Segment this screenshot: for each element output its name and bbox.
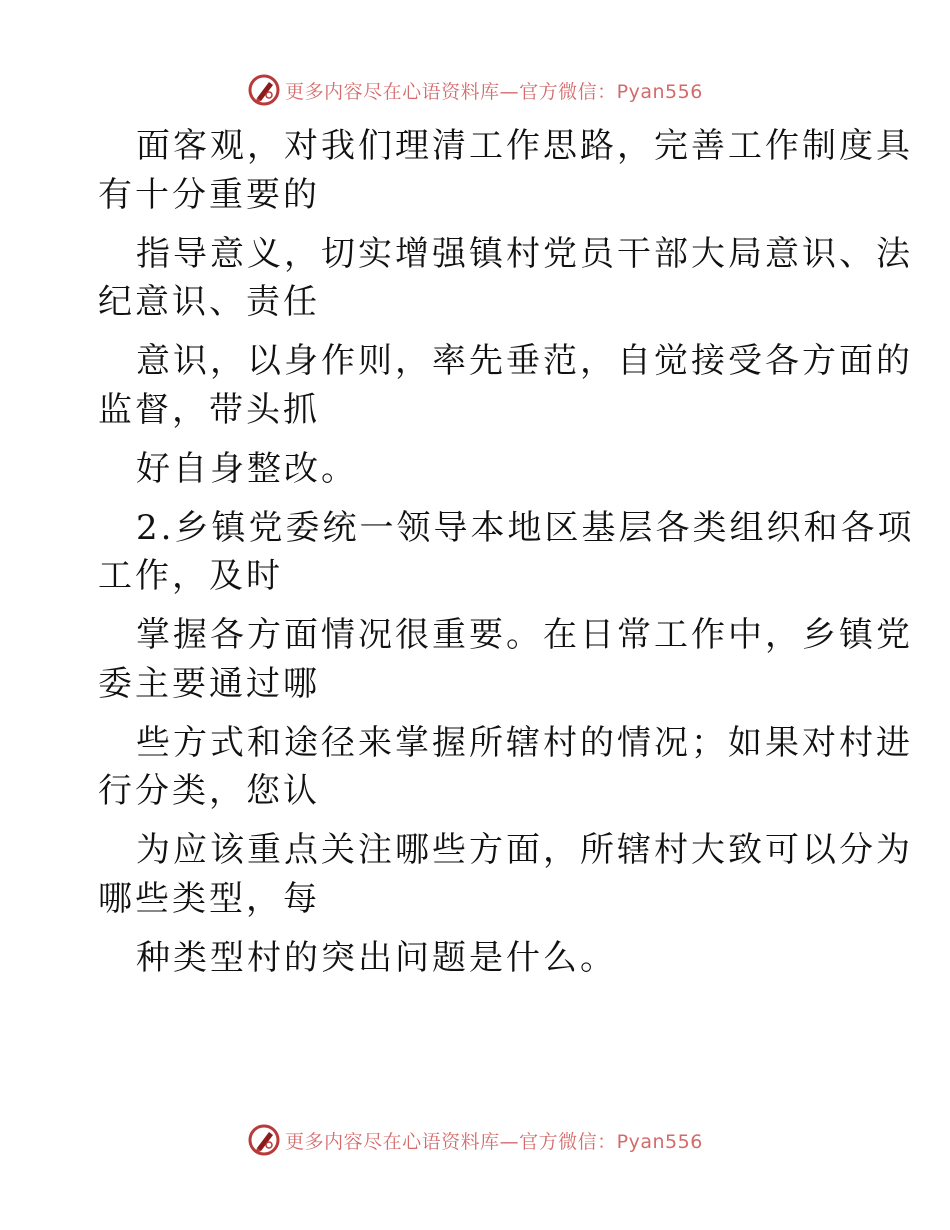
header-banner-text: 更多内容尽在心语资料库—官方微信：Pyan556	[285, 80, 703, 103]
paragraph-line: 纪意识、责任	[98, 282, 320, 322]
paragraph-line: 委主要通过哪	[98, 663, 320, 704]
paragraph-line: 为应该重点关注哪些方面，所辖村大致可以分为	[136, 830, 913, 870]
footer-banner	[0, 1120, 950, 1160]
paragraph-line: 2.乡镇党委统一领导本地区基层各类组织和各项	[136, 507, 915, 548]
paragraph-line: 意识，以身作则，率先垂范，自觉接受各方面的	[136, 341, 913, 381]
document-body	[98, 122, 915, 982]
paragraph-line: 掌握各方面情况很重要。在日常工作中，乡镇党	[136, 615, 913, 655]
paragraph-line: 哪些类型，每	[98, 878, 320, 919]
paragraph-line: 行分类，您认	[98, 771, 320, 811]
footer-banner-text: 更多内容尽在心语资料库—官方微信：Pyan556	[285, 1130, 703, 1153]
paragraph-line: 些方式和途径来掌握所辖村的情况；如果对村进	[136, 722, 913, 763]
header-banner	[0, 70, 950, 110]
pen-logo-icon	[247, 1123, 281, 1157]
paragraph-line: 种类型村的突出问题是什么。	[136, 937, 617, 978]
pen-logo-icon	[247, 73, 281, 107]
paragraph-line: 监督，带头抓	[98, 389, 320, 430]
paragraph-line: 面客观，对我们理清工作思路，完善工作制度具	[136, 126, 913, 166]
paragraph-line: 有十分重要的	[98, 174, 320, 215]
paragraph-line: 工作，及时	[98, 556, 283, 596]
paragraph-line: 好自身整改。	[136, 448, 358, 489]
paragraph-line: 指导意义，切实增强镇村党员干部大局意识、法	[136, 233, 913, 274]
